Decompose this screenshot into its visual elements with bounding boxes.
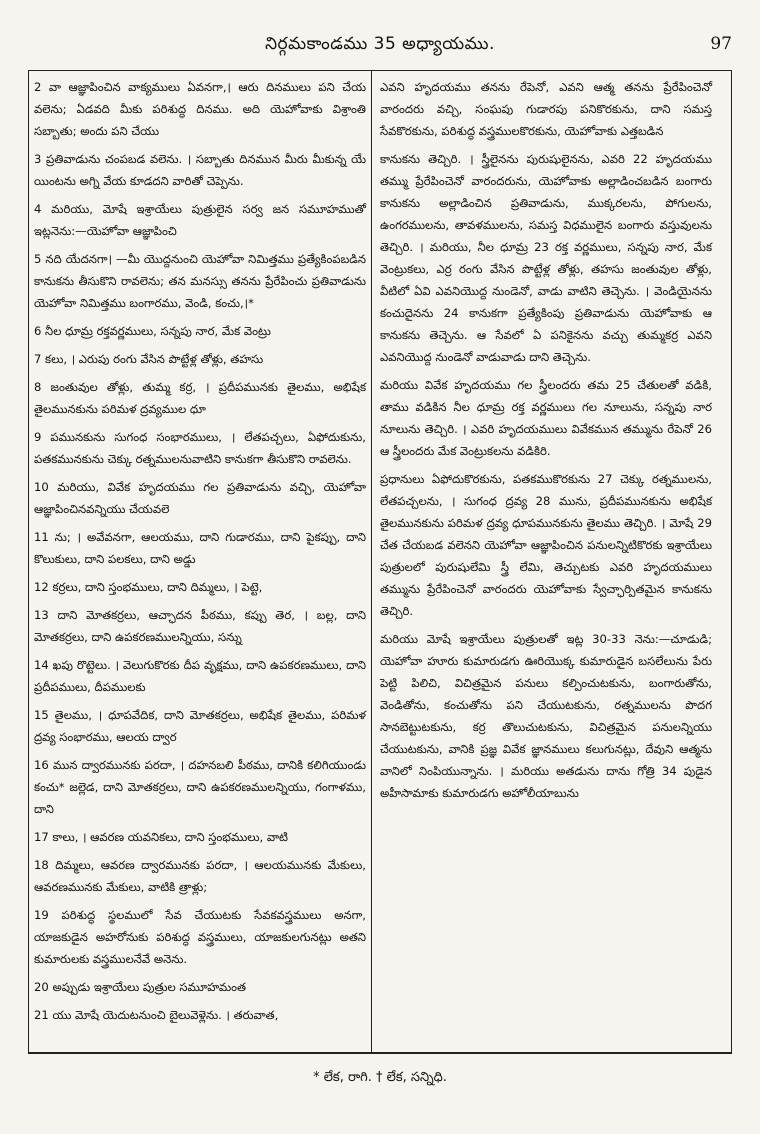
- verse-block: 4 మరియు, మోషే ఇశ్రాయేలు పుత్రులైన సర్వ జన సమూహముతో ఇట్లనెను:—యెహోవా ఆజ్ఞాపించి: [34, 202, 366, 238]
- verse-block: 19 పరిశుద్ధ స్థలములో సేవ చేయుటకు సేవకవస్త్రములు అనగా, యాజకుడైన అహరోనుకు పరిశుద్ధ వస్త్రములు, యాజకులగునట్లు అతని కుమారులకు వస్త్రములనేవే అనెను.: [34, 908, 366, 966]
- verse-block: 17 కాలు, । ఆవరణ యవనికలు, దాని స్తంభములు, వాటి: [34, 830, 288, 844]
- verse-block: 9 పమునకును సుగంధ సంభారములు, । లేతపచ్చలు, ఏఫోదుకును, పతకమునకును చెక్కు రత్నములనువాటిని కానుకగా తీసుకొని రావలెను.: [34, 430, 366, 466]
- verse-block: 5 నది యేదనగా। —మీ యొద్దనుంచి యెహోవా నిమిత్తము ప్రత్యేకింపబడిన కానుకను తీసుకొని రావలెను; తన మనస్సు తనను ప్రేరేపించు ప్రతివాడును యెహోవా నిమిత్తము బంగారము, వెండి, కంచు,।*: [34, 252, 366, 310]
- verse-block: కానుకను తెచ్చిరి. । స్త్రీలైనను పురుషులైనను, ఎవరి 22 హృదయము తమ్ము ప్రేరేపించెనో వారందరును, యెహోవాకు అల్లాడించబడిన బంగారు కానుకను అల్లాడించిన ప్రతివాడును, ముక్కరలను, పోగులను, ఉంగరములను, తావళములను, సమస్త విధములైన బంగారు వస్తువులను తెచ్చిరి. । మరియు, నీల ధూమ్ర 23 రక్త వర్ణములు, సన్నపు నార, మేక వెంట్రుకలు, ఎర్ర రంగు వేసిన పొట్టేళ్ల తోళ్లు, తహసు జంతువుల తోళ్లు, వీటిలో ఏవి ఎవనియొద్ద నుండెనో, వాడు వాటిని తెచ్చెను. । వెండియైనను కంచుదైనను 24 కానుకగా ప్రత్యేకింపు ప్రతివాడును యెహోవాకు ఆ కానుకను తెచ్చెను. ఆ సేవలో ఏ పనికైనను వచ్చు తుమ్మకర్ర ఎవని ఎవనియొద్ద నుండెనో వాడువాడు దాని తెచ్చెను.: [380, 152, 712, 364]
- page-number: 97: [710, 34, 732, 54]
- verse-block: ప్రధానులు ఏఫోదుకొరకును, పతకముకొరకును 27 చెక్కు రత్నములను, లేతపచ్చలను, । సుగంధ ద్రవ్య 28 మును, ప్రదీపమునకును అభిషేక తైలమునకును పరిమళ ద్రవ్య ధూపమునకును తైలము తెచ్చిరి. । మోషే 29 చేత చేయబడ వలెనని యెహోవా ఆజ్ఞాపించిన పనులన్నిటికొరకు ఇశ్రాయేలు పుత్రులలో పురుషులేమి స్త్రీ లేమి, తెచ్చుటకు ఎవరి హృదయములు తమ్మును ప్రేరేపించెనో వారందరు యెహోవాకు స్వేచ్ఛార్పితమైన కానుకను తెచ్చిరి.: [380, 472, 712, 618]
- verse-block: 13 దాని మోతకర్రలు, ఆచ్ఛాదన పీఠము, కప్పు తెర, । బల్ల, దాని మోతకర్రలు, దాని ఉపకరణములన్నియు, సన్ను: [34, 608, 366, 644]
- verse-block: 6 నీల ధూమ్ర రక్తవర్ణములు, సన్నపు నార, మేక వెంట్రు: [34, 324, 271, 338]
- verse-block: 21 యు మోషే యెదుటనుంచి బైలువెళ్లెను. । తరువాత,: [34, 1008, 279, 1022]
- verse-block: 2 వా ఆజ్ఞాపించిన వాక్యములు ఏవనగా,। ఆరు దినములు పని చేయ వలెను; ఏడవది మీకు పరిశుద్ధ దినము. అది యెహోవాకు విశ్రాంతి సబ్బాతు; అందు పని చేయు: [34, 80, 366, 138]
- verse-block: 15 తైలము, । ధూపవేదిక, దాని మోతకర్రలు, అభిషేక తైలము, పరిమళ ద్రవ్య సంభారము, ఆలయ ద్వార: [34, 708, 366, 744]
- verse-block: ఎవని హృదయము తనను రేపెనో, ఎవని ఆత్మ తనను ప్రేరేపించెనో వారందరు వచ్చి, సంఘపు గుడారపు పనికొరకును, దాని సమస్త సేవకొరకును, పరిశుద్ధ వస్త్రములకొరకును, యెహోవాకు ఎత్తబడిన: [380, 80, 712, 138]
- running-title: నిర్గమకాండము 35 అధ్యాయము.: [265, 34, 495, 54]
- column-divider: [371, 70, 372, 1053]
- page-header: [28, 34, 732, 60]
- verse-block: 14 ఖపు రొట్టెలు. । వెలుగుకొరకు దీప వృక్షము, దాని ఉపకరణములు, దాని ప్రదీపములు, దీపములకు: [34, 658, 366, 694]
- footnote-rule: [28, 1053, 732, 1054]
- right-column: [380, 76, 712, 810]
- left-column: [34, 76, 366, 1032]
- verse-block: 3 ప్రతివాడును చంపబడ వలెను. । సబ్బాతు దినమున మీరు మీకున్న యే యింటను అగ్ని వేయ కూడదని వారితో చెప్పెను.: [34, 152, 366, 188]
- verse-block: 11 ను; । అవేవనగా, ఆలయము, దాని గుడారము, దాని పైకప్పు, దాని కొలుకులు, దాని పలకలు, దాని అడ్డు: [34, 530, 366, 566]
- verse-block: 18 దిమ్మలు, ఆవరణ ద్వారమునకు పరదా, । ఆలయమునకు మేకులు, ఆవరణమునకు మేకులు, వాటికి త్రాళ్లు;: [34, 858, 366, 894]
- footnote: * లేక, రాగి. † లేక, సన్నిధి.: [313, 1070, 447, 1085]
- verse-block: 7 కలు, । ఎరుపు రంగు వేసిన పొట్టేళ్ల తోళ్లు, తహసు: [34, 352, 264, 366]
- verse-block: 20 అప్పుడు ఇశ్రాయేలు పుత్రుల సమూహమంత: [34, 980, 246, 994]
- verse-block: 12 కర్రలు, దాని స్తంభములు, దాని దిమ్మలు, । పెట్టె,: [34, 580, 263, 594]
- verse-block: మరియు వివేక హృదయము గల స్త్రీలందరు తమ 25 చేతులతో వడికి, తాము వడికిన నీల ధూమ్ర రక్త వర్ణములు గల నూలును, సన్నపు నార నూలును తెచ్చిరి. । ఎవరి హృదయములు వివేకమున తమ్మును రేపెనో 26 ఆ స్త్రీలందరు మేక వెంట్రుకలను వడికిరి.: [380, 378, 712, 458]
- verse-block: 10 మరియు, వివేక హృదయము గల ప్రతివాడును వచ్చి, యెహోవా ఆజ్ఞాపించినవన్నియు చేయవలె: [34, 480, 366, 516]
- verse-block: మరియు మోషే ఇశ్రాయేలు పుత్రులతో ఇట్ల 30-33 నెను:—చూడుడి; యెహోవా హూరు కుమారుడగు ఊరియొక్క కుమారుడైన బసలేలును పేరు పెట్టి పిలిచి, విచిత్రమైన పనులు కల్పించుటకును, బంగారుతోను, వెండితోను, కంచుతోను పని చేయుటకును, రత్నములను పొదగ సానబెట్టుటకును, కర్ర తొలుచుటకును, విచిత్రమైన పనులన్నియు చేయుటకును, వానికి ప్రజ్ఞ వివేక జ్ఞానములు కలుగునట్లు, దేవుని ఆత్మను వానిలో నింపియున్నాను. । మరియు అతడును దాను గోత్రి 34 పుడైన అహీసామాకు కుమారుడగు అహోలీయాబును: [380, 632, 712, 800]
- verse-block: 8 జంతువుల తోళ్లు, తుమ్మ కర్ర, । ప్రదీపమునకు తైలము, అభిషేక తైలమునకును పరిమళ ద్రవ్యముల ధూ: [34, 380, 366, 416]
- verse-block: 16 మున ద్వారమునకు పరదా, । దహనబలి పీఠము, దానికి కలిగియుండు కంచు* జల్లెడ, దాని మోతకర్రలు, దాని ఉపకరణములన్నియు, గంగాళము, దాని: [34, 758, 366, 816]
